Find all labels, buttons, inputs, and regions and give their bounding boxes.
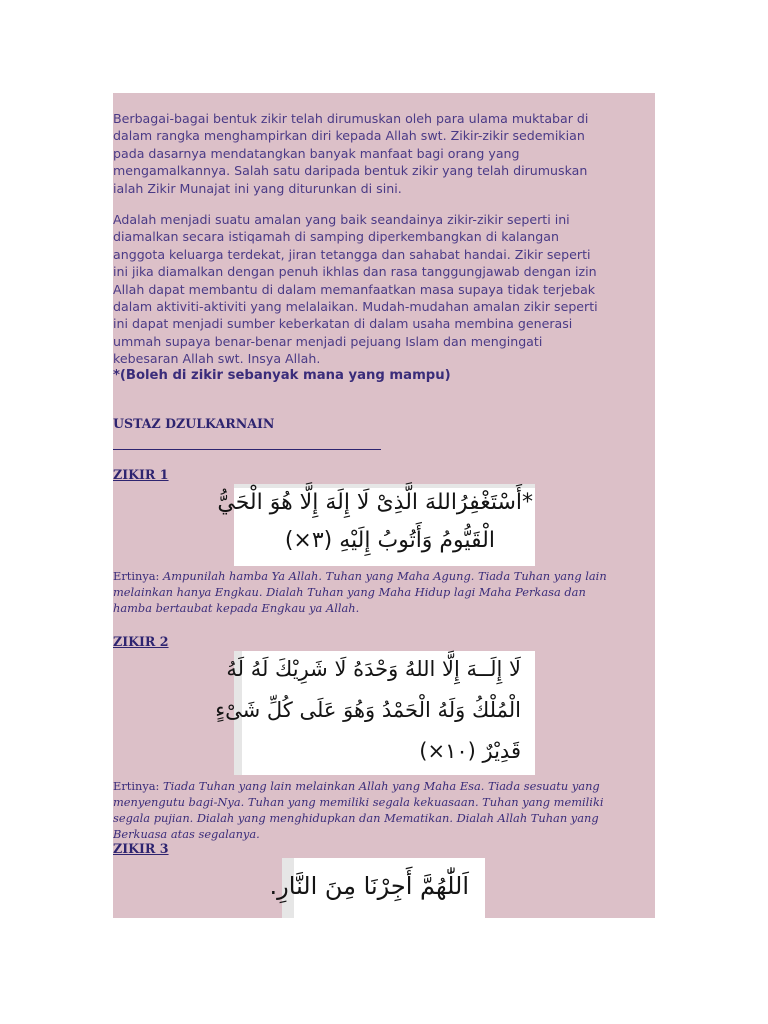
author-name: USTAZ DZULKARNAIN xyxy=(113,416,275,431)
text-line: Allah dapat membantu di dalam memanfaatkan masa supaya tidak terjebak xyxy=(113,281,596,297)
meaning-label: Ertinya: xyxy=(113,569,160,583)
image-shade xyxy=(234,484,535,488)
meaning-line xyxy=(113,778,655,794)
zikir-2-heading: ZIKIR 2 xyxy=(113,634,169,649)
meaning-label: Ertinya: xyxy=(113,779,160,793)
arabic-line: لَا إِلَــهَ إِلَّا اللهُ وَحْدَهُ لَا شَرِيْكَ لَهُ لَهُ xyxy=(226,657,521,681)
text-line: ummah supaya benar-benar menjadi pejuang Islam dan mengingati xyxy=(113,333,543,349)
zikir-1-heading: ZIKIR 1 xyxy=(113,467,169,482)
meaning-text: segala pujian. Dialah yang menghidupkan dan Mematikan. Dialah Allah Tuhan yang xyxy=(113,811,599,825)
zikir-2-arabic-image xyxy=(215,651,535,775)
meaning-line xyxy=(113,826,655,842)
text-line: pada dasarnya mendatangkan banyak manfaat bagi orang yang xyxy=(113,145,520,161)
arabic-line: قَدِيْرٌ (١٠×) xyxy=(419,739,521,763)
zikir-3-heading: ZIKIR 3 xyxy=(113,841,169,856)
text-line: Adalah menjadi suatu amalan yang baik seandainya zikir-zikir seperti ini xyxy=(113,212,570,227)
meaning-text: hamba bertaubat kepada Engkau ya Allah. xyxy=(113,601,360,615)
text-line: ialah Zikir Munajat ini yang diturunkan di sini. xyxy=(113,180,402,196)
meaning-line xyxy=(113,584,655,600)
meaning-text: Tiada Tuhan yang lain melainkan Allah yang Maha Esa. Tiada sesuatu yang xyxy=(163,779,600,793)
text-line: ini jika diamalkan dengan penuh ikhlas dan rasa tanggungjawab dengan izin xyxy=(113,264,597,280)
text-line: kebesaran Allah swt. Insya Allah. xyxy=(113,351,321,367)
arabic-line: اَللّٰهُمَّ أَجِرْنَا مِنَ النَّارِ. xyxy=(269,872,469,900)
arabic-line: الْمُلْكُ وَلَهُ الْحَمْدُ وَهُوَ عَلَى كُلِّ شَىْءٍ xyxy=(215,698,521,722)
divider-line xyxy=(113,449,381,450)
meaning-line xyxy=(113,810,655,826)
text-line: dalam rangka menghampirkan diri kepada Allah swt. Zikir-zikir sedemikian xyxy=(113,128,585,144)
meaning-text: Berkuasa atas segalanya. xyxy=(113,827,260,841)
meaning-text: menyengutu bagi-Nya. Tuhan yang memiliki segala kekuasaan. Tuhan yang memiliki xyxy=(113,795,604,809)
meaning-line xyxy=(113,568,655,584)
zikir-2-meaning xyxy=(113,778,655,842)
text-line: anggota keluarga terdekat, jiran tetangga dan sahabat handai. Zikir seperti xyxy=(113,246,591,262)
intro-paragraph-2 xyxy=(113,211,653,368)
meaning-line xyxy=(113,794,655,810)
text-line: ini dapat menjadi sumber keberkatan di dalam usaha membina generasi xyxy=(113,316,573,332)
arabic-line: *أَسْتَغْفِرُاللهَ الَّذِىْ لَا إِلَهَ إِلَّا هُوَ الْحَيُّ xyxy=(217,490,533,515)
meaning-text: Ampunilah hamba Ya Allah. Tuhan yang Maha Agung. Tiada Tuhan yang lain xyxy=(163,569,607,583)
content-panel xyxy=(113,93,655,918)
text-line: Berbagai-bagai bentuk zikir telah dirumuskan oleh para ulama muktabar di xyxy=(113,111,589,126)
meaning-line xyxy=(113,600,655,616)
arabic-line: الْقَيُّومُ وَأَتُوبُ إِلَيْهِ (٣×) xyxy=(284,528,495,553)
zikir-1-arabic-image xyxy=(217,484,535,566)
text-line: mengamalkannya. Salah satu daripada bentuk zikir yang telah dirumuskan xyxy=(113,163,588,179)
intro-paragraph-1 xyxy=(113,110,653,197)
zikir-3-arabic-image xyxy=(269,858,485,918)
zikir-1-meaning xyxy=(113,568,655,616)
text-line: dalam aktiviti-aktiviti yang melalaikan. Mudah-mudahan amalan zikir seperti xyxy=(113,299,598,315)
meaning-text: melainkan hanya Engkau. Dialah Tuhan yang Maha Hidup lagi Maha Perkasa dan xyxy=(113,585,586,599)
text-line: diamalkan secara istiqamah di samping diperkembangkan di kalangan xyxy=(113,229,559,245)
zikir-note: *(Boleh di zikir sebanyak mana yang mampu) xyxy=(113,368,451,383)
